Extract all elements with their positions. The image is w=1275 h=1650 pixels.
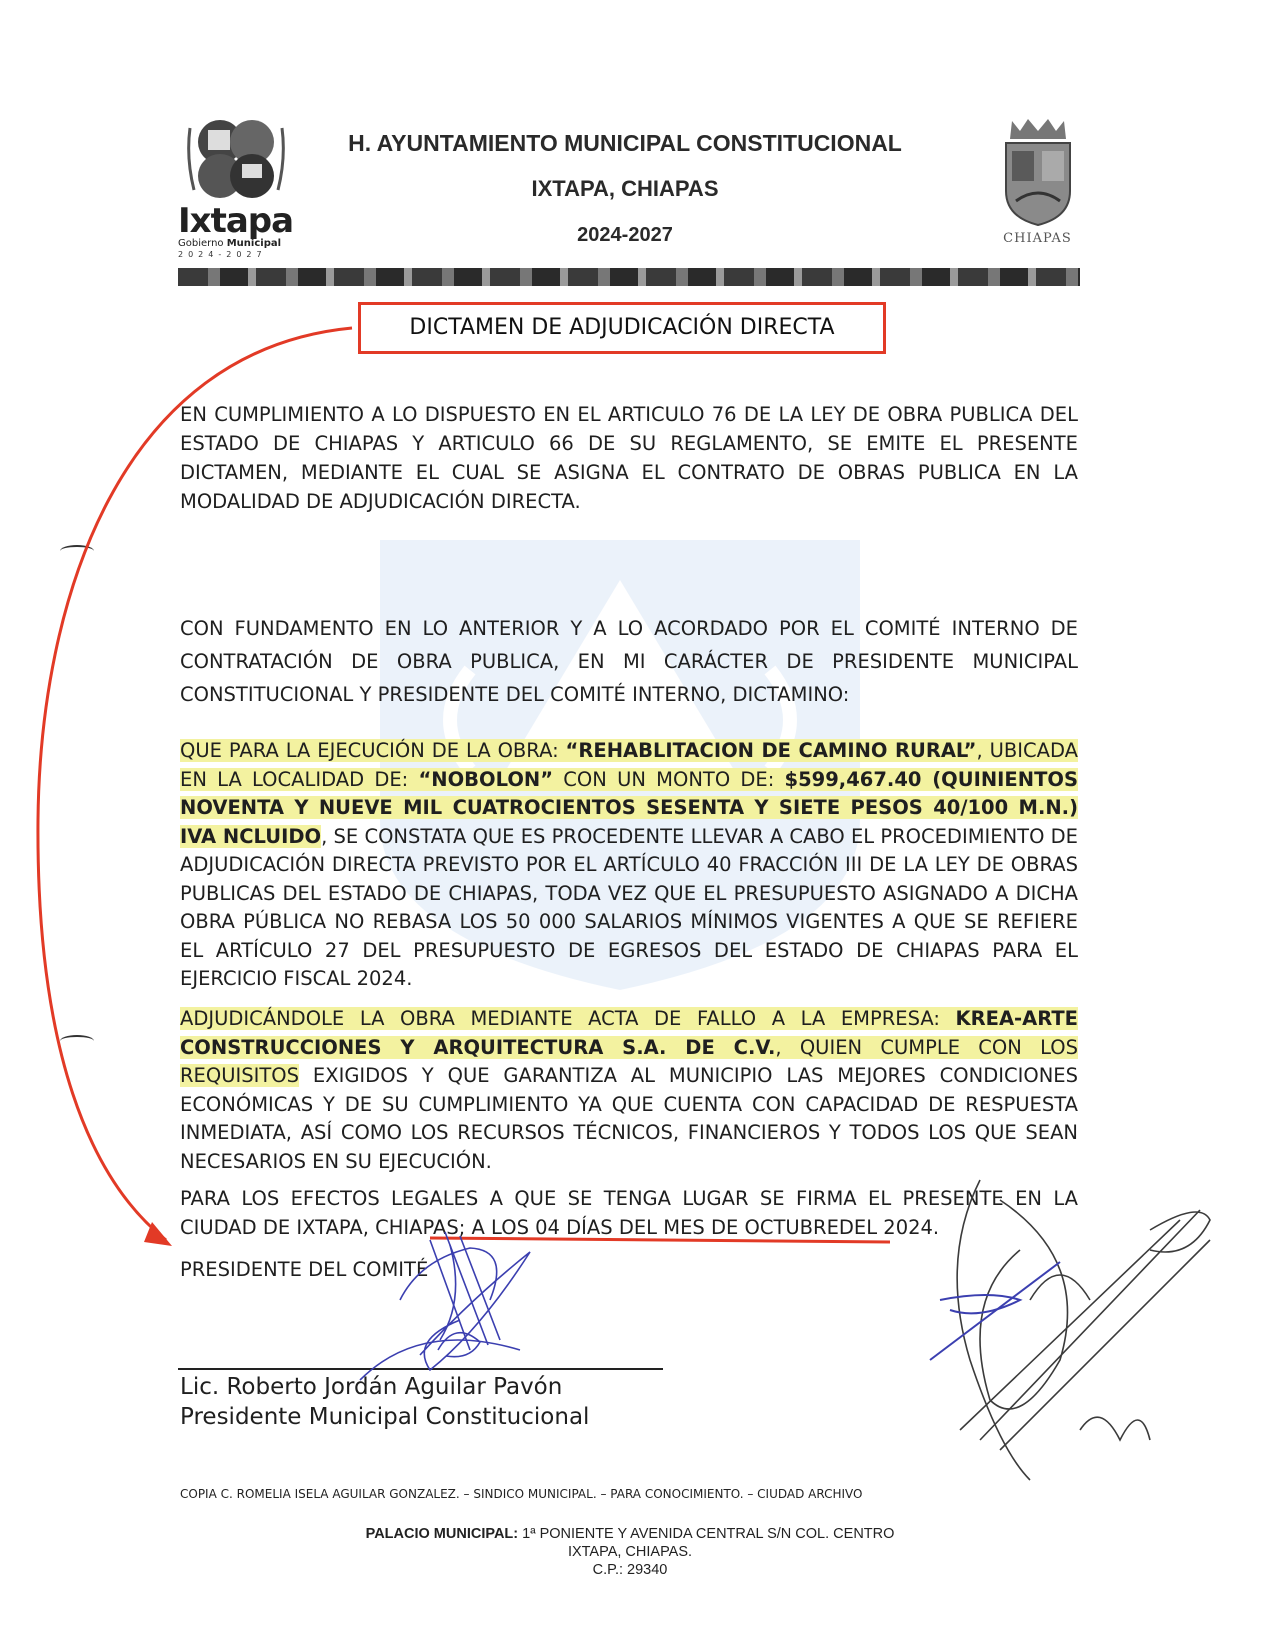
footer-line-1 — [300, 1525, 960, 1543]
logo-sub-text — [178, 238, 296, 250]
signature-right-blue-icon — [930, 1262, 1060, 1360]
ixtapa-emblem-icon — [186, 118, 286, 200]
paragraph-2: CON FUNDAMENTO EN LO ANTERIOR Y A LO ACORDADO POR EL COMITÉ INTERNO DE CONTRATACIÓN DE OBRA PUBLICA, EN MI CARÁCTER DE PRESIDENTE MUNICIPAL CONSTITUCIONAL Y PRESIDENTE DEL COMITÉ INTERNO, DICTAMINO: — [180, 617, 1078, 706]
header-divider-band — [178, 268, 1080, 286]
logo-sub-right: Municipal — [226, 238, 282, 249]
p4-rest: EXIGIDOS Y QUE GARANTIZA AL MUNICIPIO LAS MEJORES CONDICIONES ECONÓMICAS Y DE SU CUMPLIMIENTO YA QUE CUENTA CON CAPACIDAD DE RESPUESTA INMEDIATA, ASÍ COMO LOS RECURSOS TÉCNICOS, FINANCIEROS Y TODOS LOS QUE SEAN NECESARIOS EN SU EJECUCIÓN. — [180, 1064, 1078, 1173]
paragraph-1: EN CUMPLIMIENTO A LO DISPUESTO EN EL ARTICULO 76 DE LA LEY DE OBRA PUBLICA DEL ESTADO DE CHIAPAS Y ARTICULO 66 DE SU REGLAMENTO, SE EMITE EL PRESENTE DICTAMEN, MEDIANTE EL CUAL SE ASIGNA EL CONTRATO DE OBRAS PUBLICA EN LA MODALIDAD DE ADJUDICACIÓN DIRECTA. — [180, 403, 1078, 513]
chiapas-crest — [995, 115, 1080, 255]
p4-cumple: , QUIEN CUMPLE CON LOS REQUISITOS — [180, 1035, 1078, 1087]
paragraph-3 — [180, 737, 1078, 994]
p3-rest: , SE CONSTATA QUE ES PROCEDENTE LLEVAR A CABO EL PROCEDIMIENTO DE ADJUDICACIÓN DIRECTA PREVISTO POR EL ARTÍCULO 40 FRACCIÓN III DE LA LEY DE OBRAS PUBLICAS DEL ESTADO DE CHIAPAS, TODA VEZ QUE EL PRESUPUESTO ASIGNADO A DICHA OBRA PÚBLICA NO REBASA LOS 50 000 SALARIOS MÍNIMOS VIGENTES A QUE SE REFIERE EL ARTÍCULO 27 DEL PRESUPUESTO DE EGRESOS DEL ESTADO DE CHIAPAS PARA EL EJERCICIO FISCAL 2024. — [180, 824, 1078, 990]
signer-name: Lic. Roberto Jordán Aguilar Pavón — [180, 1374, 563, 1400]
p3-localidad: “NOBOLON” — [418, 767, 554, 791]
logo-sub-left: Gobierno — [178, 238, 227, 249]
footer-label: PALACIO MUNICIPAL: — [365, 1526, 519, 1542]
p4-empresa: KREA-ARTE CONSTRUCCIONES Y ARQUITECTURA S.A. DE C.V. — [180, 1007, 1078, 1059]
p4-intro: ADJUDICÁNDOLE LA OBRA MEDIANTE ACTA DE FALLO A LA EMPRESA: — [180, 1007, 956, 1030]
signature-left-icon — [360, 1232, 530, 1380]
document-title: DICTAMEN DE ADJUDICACIÓN DIRECTA — [358, 302, 886, 354]
chiapas-shield-icon — [998, 115, 1078, 227]
p3-monto-label: CON UN MONTO DE: — [553, 767, 785, 791]
footer-address-text: 1ª PONIENTE Y AVENIDA CENTRAL S/N COL. CENTRO — [518, 1526, 895, 1542]
paragraph-5: PARA LOS EFECTOS LEGALES A QUE SE TENGA LUGAR SE FIRMA EL PRESENTE EN LA CIUDAD DE IXTAPA, CHIAPAS; A LOS 04 DÍAS DEL MES DE OCTUBREDEL 2024. — [180, 1187, 1078, 1239]
crest-label: CHIAPAS — [1003, 231, 1072, 246]
signature-label: PRESIDENTE DEL COMITÉ — [180, 1258, 429, 1281]
p3-monto: $599,467.40 (QUINIENTOS NOVENTA Y NUEVE MIL CUATROCIENTOS SESENTA Y SIETE PESOS 40/100 M.N.) IVA NCLUIDO — [180, 767, 1078, 848]
red-arrow-head-icon — [144, 1222, 172, 1246]
logo-years: 2024-2027 — [178, 250, 267, 259]
p3-ubicada: , UBICADA EN LA LOCALIDAD DE: — [180, 739, 1078, 791]
header-line-2: IXTAPA, CHIAPAS — [531, 176, 719, 201]
margin-mark-top — [60, 545, 94, 557]
p3-intro: QUE PARA LA EJECUCIÓN DE LA OBRA: — [180, 739, 566, 762]
logo-brand-text: Ixtapa — [178, 201, 294, 241]
signer-role: Presidente Municipal Constitucional — [180, 1404, 590, 1430]
header-line-1: H. AYUNTAMIENTO MUNICIPAL CONSTITUCIONAL — [348, 130, 902, 156]
header-line-3: 2024-2027 — [577, 224, 673, 246]
header-title-block — [320, 130, 930, 247]
p3-obra-name: “REHABLITACION DE CAMINO RURAL” — [565, 739, 977, 762]
signature-line — [178, 1368, 663, 1370]
copy-note: COPIA C. ROMELIA ISELA AGUILAR GONZALEZ. – SINDICO MUNICIPAL. – PARA CONOCIMIENTO. – CIUDAD ARCHIVO — [180, 1487, 863, 1501]
footer-city: IXTAPA, CHIAPAS. — [567, 1544, 693, 1560]
margin-mark-bottom — [60, 1035, 94, 1047]
paragraph-4 — [180, 1005, 1078, 1176]
footer-cp: C.P.: 29340 — [592, 1562, 668, 1578]
footer-address — [300, 1525, 960, 1579]
ixtapa-logo — [178, 118, 296, 259]
